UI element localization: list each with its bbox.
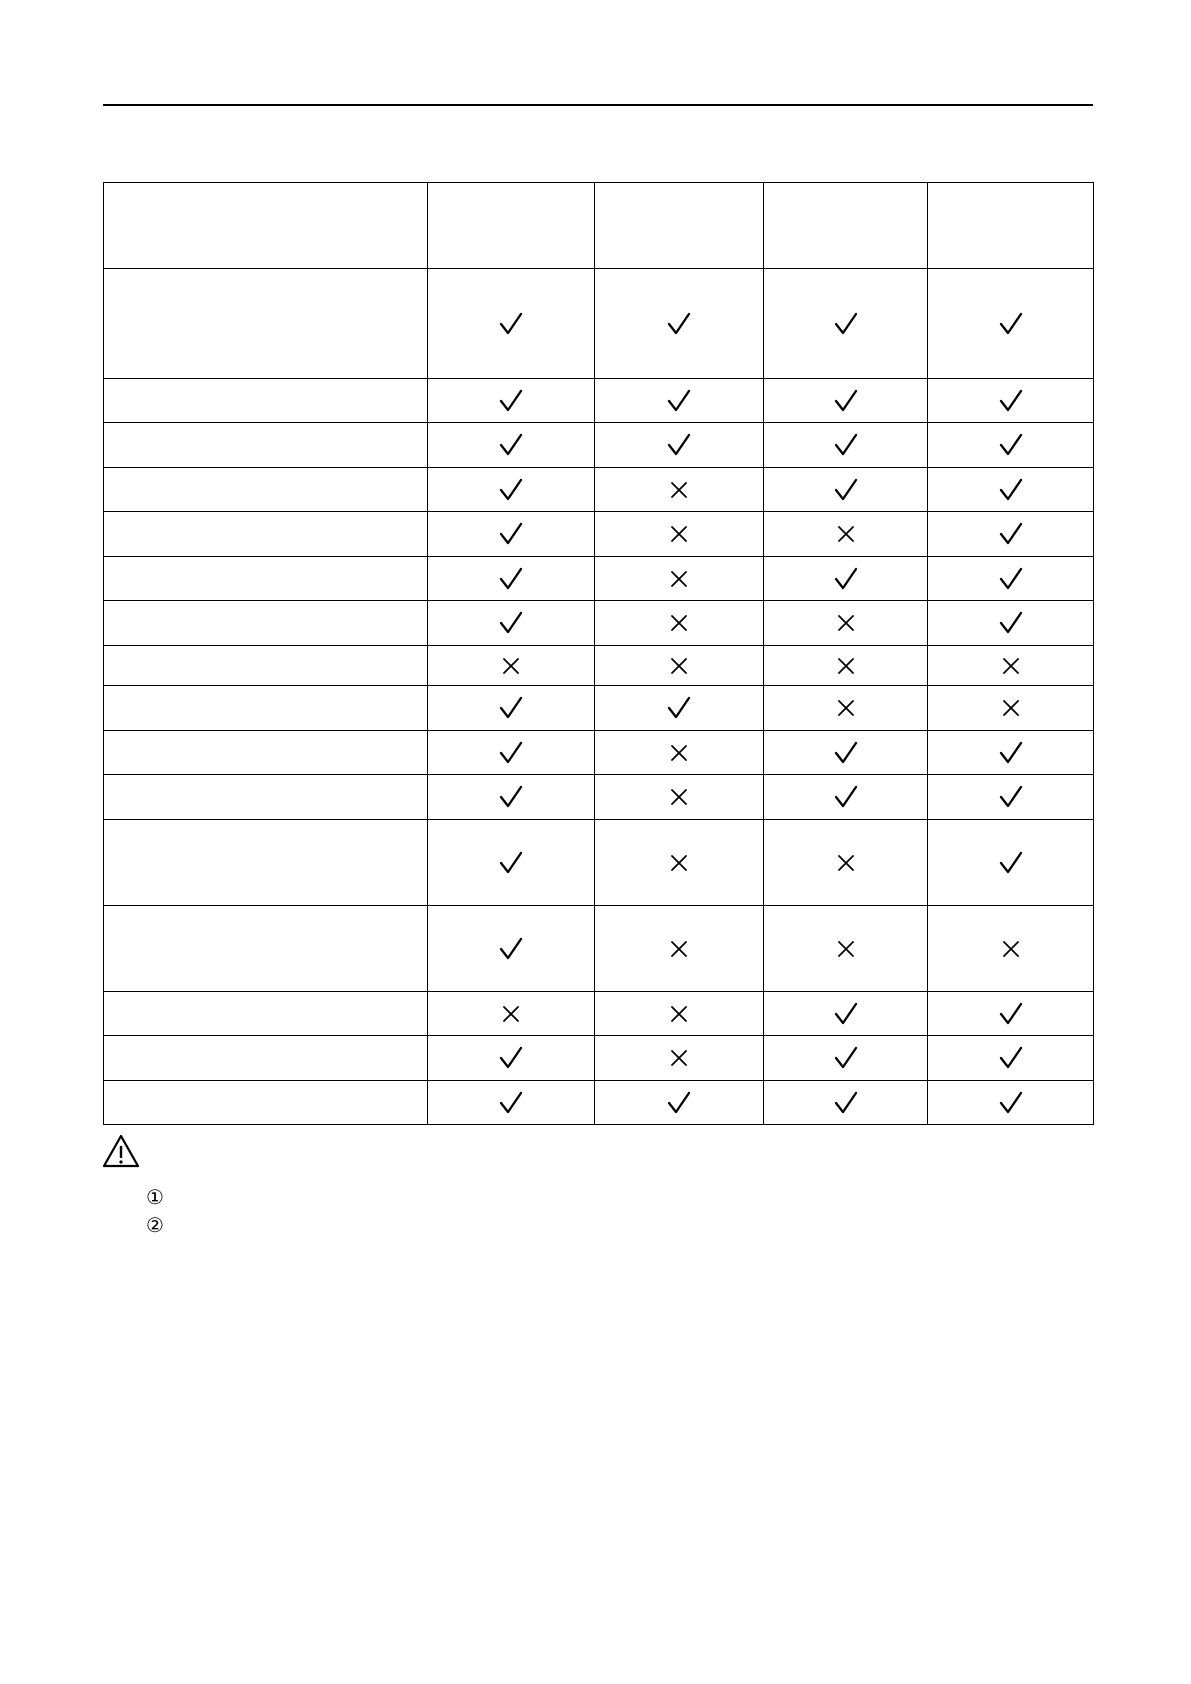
mark-cell (428, 686, 595, 731)
mark-cell (764, 1036, 928, 1081)
feature-cell (104, 1081, 428, 1125)
mark-cell (428, 646, 595, 686)
check-icon (928, 1090, 1093, 1116)
mark-cell (595, 601, 764, 646)
feature-cell (104, 686, 428, 731)
mark-cell (595, 1036, 764, 1081)
feature-cell (104, 468, 428, 512)
mark-cell (595, 775, 764, 820)
table-row (104, 1081, 1094, 1125)
table-row (104, 423, 1094, 468)
mark-cell (764, 512, 928, 557)
notes-list (146, 1184, 164, 1240)
cross-icon (764, 699, 927, 717)
check-icon (428, 521, 594, 547)
check-icon (764, 1001, 927, 1027)
check-icon (928, 1045, 1093, 1071)
table-row (104, 1036, 1094, 1081)
check-icon (428, 850, 594, 876)
cross-icon (428, 657, 594, 675)
check-icon (764, 740, 927, 766)
cross-icon (595, 788, 763, 806)
table-row (104, 601, 1094, 646)
check-icon (428, 477, 594, 503)
mark-cell (428, 731, 595, 775)
mark-cell (428, 775, 595, 820)
table-row (104, 775, 1094, 820)
mark-cell (595, 731, 764, 775)
mark-cell (764, 468, 928, 512)
mark-cell (428, 423, 595, 468)
mark-cell (928, 379, 1094, 423)
mark-cell (764, 601, 928, 646)
check-icon (928, 610, 1093, 636)
cross-icon (595, 854, 763, 872)
note-item-1: ① (146, 1187, 164, 1209)
mark-cell (928, 468, 1094, 512)
mark-cell (595, 992, 764, 1036)
feature-cell (104, 269, 428, 379)
mark-cell (428, 512, 595, 557)
mark-cell (595, 468, 764, 512)
mark-cell (428, 820, 595, 906)
table-row (104, 269, 1094, 379)
cross-icon (595, 1049, 763, 1067)
check-icon (764, 566, 927, 592)
mark-cell (928, 423, 1094, 468)
mark-cell (428, 1036, 595, 1081)
mark-cell (428, 269, 595, 379)
check-icon (428, 784, 594, 810)
cross-icon (595, 940, 763, 958)
check-icon (928, 432, 1093, 458)
mark-cell (595, 646, 764, 686)
check-icon (428, 1045, 594, 1071)
check-icon (764, 432, 927, 458)
mark-cell (764, 906, 928, 992)
feature-cell (104, 601, 428, 646)
header-cell-col4 (928, 183, 1094, 269)
check-icon (764, 1045, 927, 1071)
header-cell-feature (104, 183, 428, 269)
check-icon (764, 784, 927, 810)
check-icon (595, 311, 763, 337)
check-icon (928, 521, 1093, 547)
mark-cell (928, 775, 1094, 820)
mark-cell (595, 686, 764, 731)
table-body (104, 269, 1094, 1125)
mark-cell (428, 557, 595, 601)
mark-cell (928, 512, 1094, 557)
table-row (104, 557, 1094, 601)
check-icon (595, 432, 763, 458)
feature-cell (104, 646, 428, 686)
feature-cell (104, 423, 428, 468)
table-row (104, 992, 1094, 1036)
cross-icon (595, 657, 763, 675)
check-icon (764, 477, 927, 503)
check-icon (428, 1090, 594, 1116)
mark-cell (595, 906, 764, 992)
mark-cell (928, 731, 1094, 775)
mark-cell (764, 646, 928, 686)
check-icon (928, 784, 1093, 810)
feature-cell (104, 992, 428, 1036)
header-rule (103, 104, 1093, 106)
check-icon (428, 610, 594, 636)
check-icon (928, 388, 1093, 414)
mark-cell (428, 992, 595, 1036)
feature-cell (104, 557, 428, 601)
mark-cell (928, 1036, 1094, 1081)
header-cell-col3 (764, 183, 928, 269)
note-item-2: ② (146, 1215, 164, 1237)
check-icon (595, 388, 763, 414)
mark-cell (928, 820, 1094, 906)
cross-icon (764, 940, 927, 958)
cross-icon (928, 699, 1093, 717)
cross-icon (595, 481, 763, 499)
feature-cell (104, 820, 428, 906)
table-row (104, 379, 1094, 423)
check-icon (928, 566, 1093, 592)
mark-cell (928, 992, 1094, 1036)
table-row (104, 468, 1094, 512)
check-icon (428, 388, 594, 414)
cross-icon (764, 525, 927, 543)
check-icon (428, 566, 594, 592)
cross-icon (595, 525, 763, 543)
check-icon (428, 740, 594, 766)
mark-cell (764, 423, 928, 468)
feature-cell (104, 906, 428, 992)
mark-cell (595, 557, 764, 601)
table-row (104, 820, 1094, 906)
mark-cell (595, 512, 764, 557)
mark-cell (764, 557, 928, 601)
mark-cell (764, 992, 928, 1036)
check-icon (595, 1090, 763, 1116)
table-row (104, 906, 1094, 992)
mark-cell (428, 906, 595, 992)
mark-cell (595, 423, 764, 468)
feature-cell (104, 775, 428, 820)
check-icon (764, 311, 927, 337)
cross-icon (764, 854, 927, 872)
feature-cell (104, 1036, 428, 1081)
mark-cell (595, 1081, 764, 1125)
check-icon (428, 936, 594, 962)
cross-icon (595, 570, 763, 588)
check-icon (428, 311, 594, 337)
check-icon (928, 477, 1093, 503)
mark-cell (764, 731, 928, 775)
mark-cell (928, 686, 1094, 731)
check-icon (928, 850, 1093, 876)
cross-icon (595, 614, 763, 632)
mark-cell (928, 1081, 1094, 1125)
mark-cell (764, 379, 928, 423)
cross-icon (595, 1005, 763, 1023)
check-icon (428, 695, 594, 721)
cross-icon (928, 940, 1093, 958)
mark-cell (928, 646, 1094, 686)
mark-cell (928, 601, 1094, 646)
check-icon (595, 695, 763, 721)
mark-cell (928, 906, 1094, 992)
cross-icon (428, 1005, 594, 1023)
mark-cell (928, 557, 1094, 601)
cross-icon (764, 614, 927, 632)
feature-cell (104, 512, 428, 557)
check-icon (428, 432, 594, 458)
mark-cell (764, 1081, 928, 1125)
mark-cell (764, 820, 928, 906)
table-row (104, 731, 1094, 775)
check-icon (928, 740, 1093, 766)
mark-cell (428, 601, 595, 646)
table-row (104, 512, 1094, 557)
mark-cell (428, 379, 595, 423)
mark-cell (428, 468, 595, 512)
cross-icon (595, 744, 763, 762)
compatibility-table (103, 182, 1094, 1125)
table-header-row (104, 183, 1094, 269)
check-icon (928, 311, 1093, 337)
mark-cell (595, 269, 764, 379)
check-icon (928, 1001, 1093, 1027)
check-icon (764, 388, 927, 414)
cross-icon (764, 657, 927, 675)
mark-cell (764, 686, 928, 731)
cross-icon (928, 657, 1093, 675)
check-icon (764, 1090, 927, 1116)
feature-cell (104, 731, 428, 775)
mark-cell (764, 775, 928, 820)
mark-cell (595, 820, 764, 906)
mark-cell (428, 1081, 595, 1125)
mark-cell (928, 269, 1094, 379)
header-cell-col1 (428, 183, 595, 269)
table-row (104, 646, 1094, 686)
warning-triangle-icon (102, 1134, 140, 1173)
feature-cell (104, 379, 428, 423)
table-row (104, 686, 1094, 731)
mark-cell (764, 269, 928, 379)
header-cell-col2 (595, 183, 764, 269)
mark-cell (595, 379, 764, 423)
